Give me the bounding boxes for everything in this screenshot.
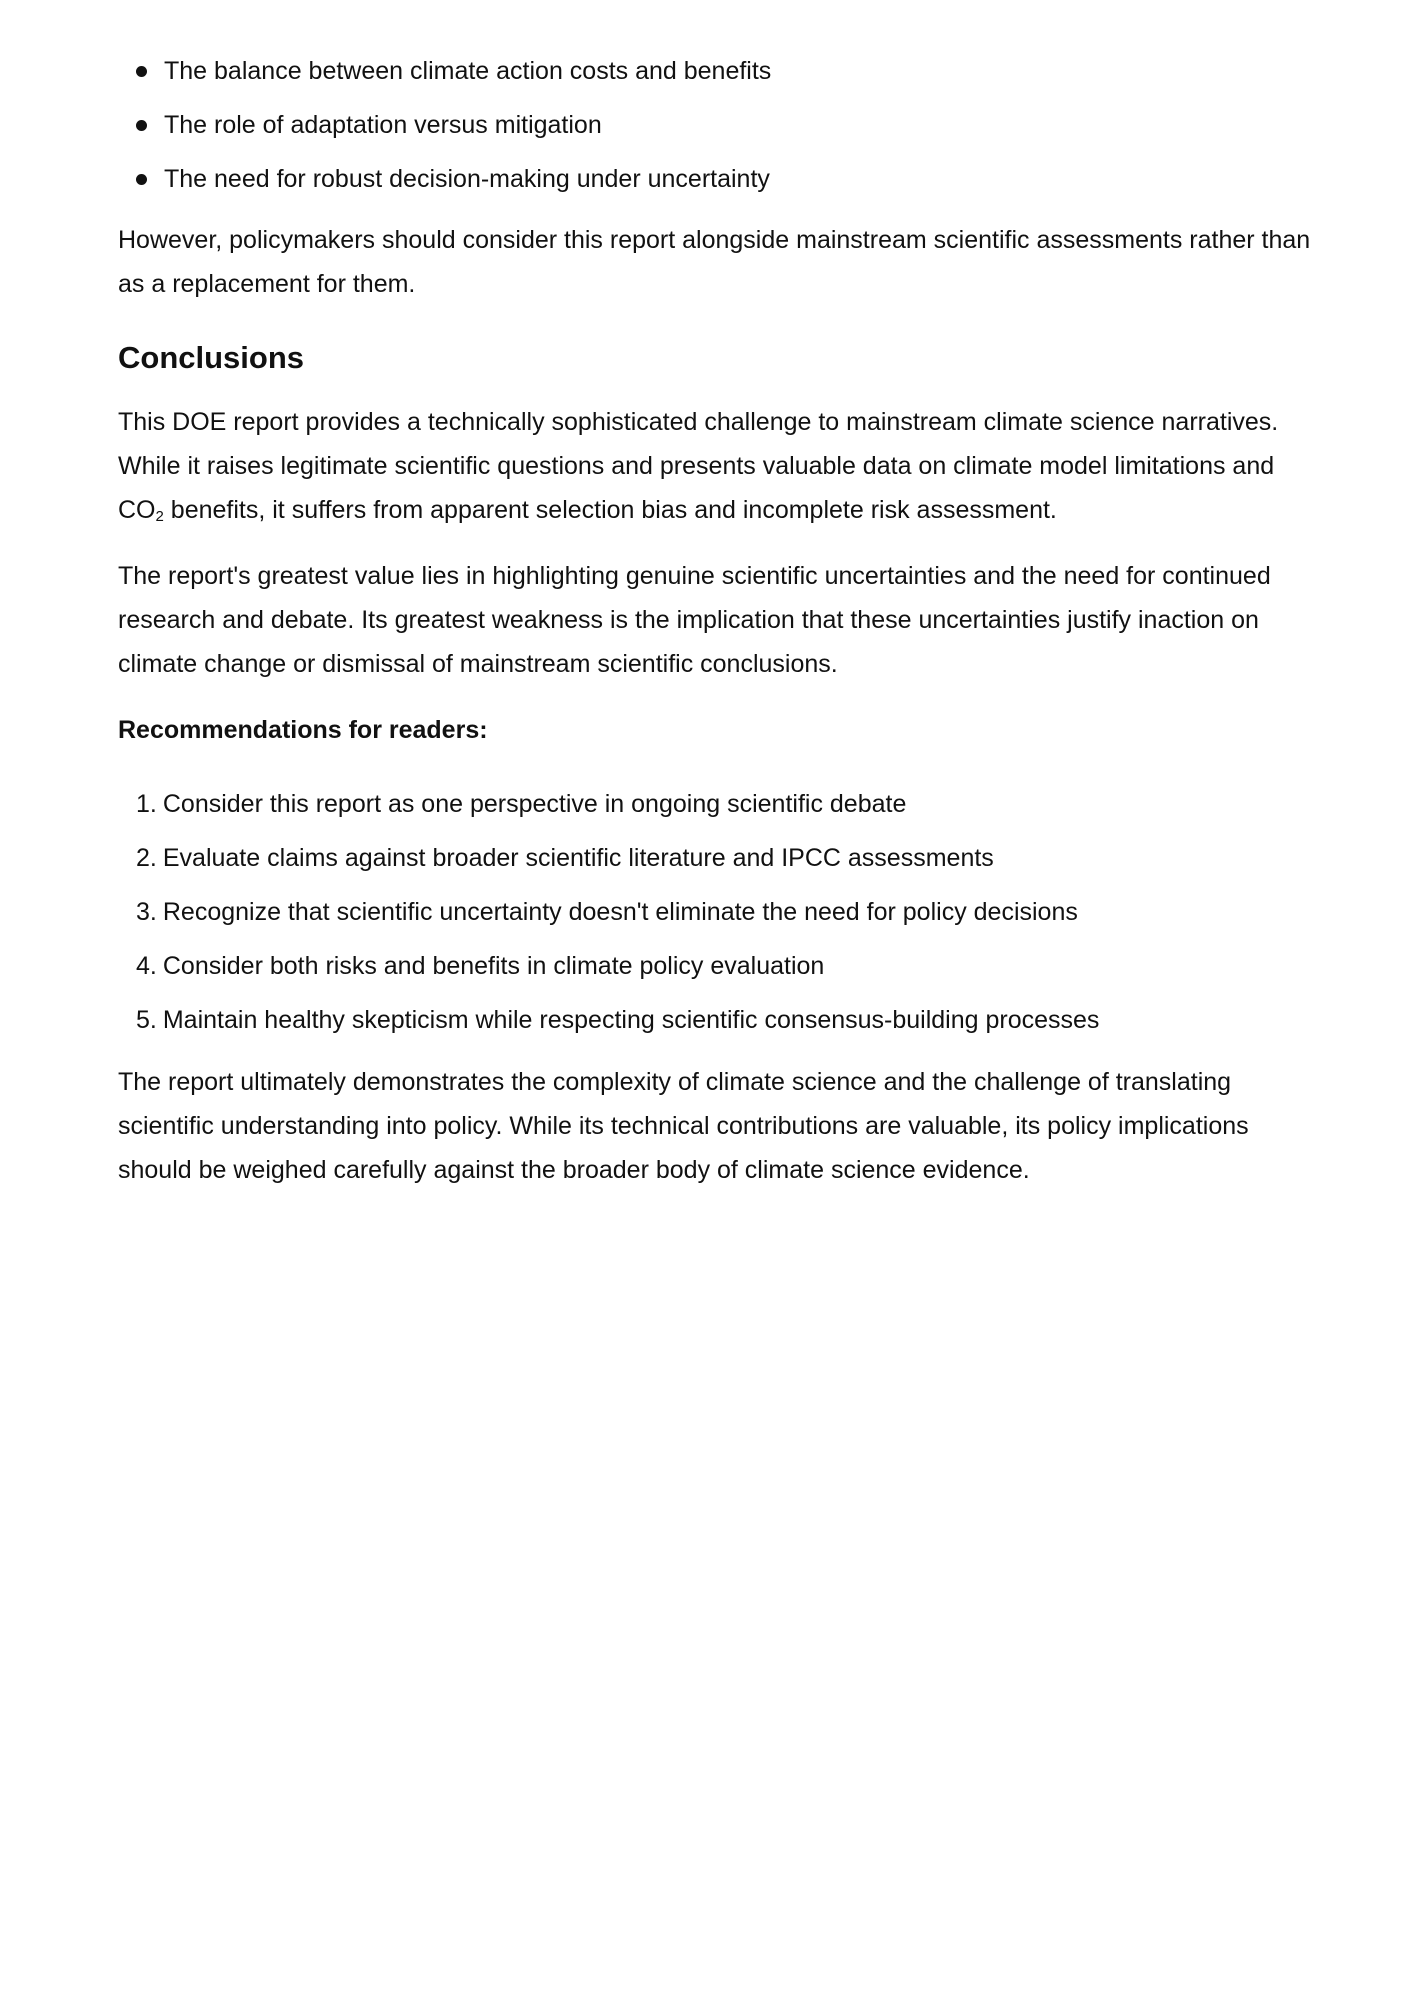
bullet-dot-icon bbox=[136, 174, 147, 185]
recommendation-item: 4. Consider both risks and benefits in climate policy evaluation bbox=[136, 952, 825, 980]
bullet-item: The role of adaptation versus mitigation bbox=[118, 98, 771, 152]
bullet-dot-icon bbox=[136, 66, 147, 77]
bullet-dot-icon bbox=[136, 120, 147, 131]
bullet-item: The need for robust decision-making under uncertainty bbox=[118, 152, 771, 206]
recommendation-item: 3. Recognize that scientific uncertainty doesn't eliminate the need for policy decisions bbox=[136, 898, 1078, 926]
conclusions-paragraph-1: This DOE report provides a technically sophisticated challenge to mainstream climate science narratives. While it raises legitimate scientific questions and presents valuable data on climate model limitations and $CO_2$ benefits, it suffers from apparent selection bias and incomplete risk assessment. bbox=[118, 408, 1279, 525]
however-paragraph: However, policymakers should consider this report alongside mainstream scientific assessments rather than as a replacement for them. bbox=[118, 226, 1311, 298]
recommendation-item: 1. Consider this report as one perspective in ongoing scientific debate bbox=[136, 790, 907, 818]
closing-paragraph: The report ultimately demonstrates the complexity of climate science and the challenge of translating scientific understanding into policy. While its technical contributions are valuable, its policy implications should be weighed carefully against the broader body of climate science evidence. bbox=[118, 1068, 1249, 1184]
conclusions-heading: Conclusions bbox=[118, 340, 305, 375]
recommendations-list bbox=[118, 777, 1099, 1047]
recommendation-item: 2. Evaluate claims against broader scientific literature and IPCC assessments bbox=[136, 844, 994, 872]
recommendation-item: 5. Maintain healthy skepticism while respecting scientific consensus-building processes bbox=[136, 1006, 1100, 1034]
recommendations-label: Recommendations for readers: bbox=[118, 716, 488, 744]
conclusions-paragraph-2: The report's greatest value lies in highlighting genuine scientific uncertainties and the need for continued research and debate. Its greatest weakness is the implication that these uncertainties justify inaction on climate change or dismissal of mainstream scientific conclusions. bbox=[118, 562, 1271, 678]
bullet-item: The balance between climate action costs and benefits bbox=[118, 44, 771, 98]
top-bullet-list bbox=[118, 44, 771, 206]
